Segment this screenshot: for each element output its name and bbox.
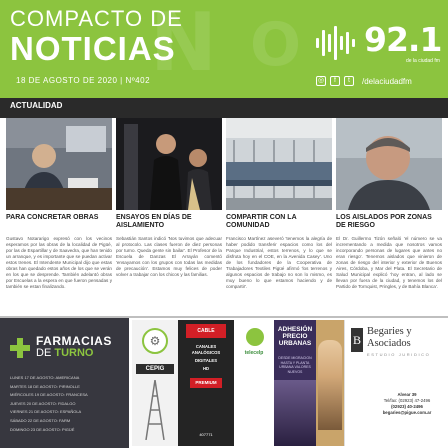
ad-portrait[interactable] xyxy=(316,320,344,446)
news-title: COMPARTIR CON LA COMUNIDAD xyxy=(226,214,297,229)
law-firm-phone-2: (02923) 40-2496 xyxy=(391,404,423,409)
news-photo xyxy=(6,118,112,210)
ad-telecelp[interactable] xyxy=(234,320,274,446)
social-handle[interactable]: /delaciudadfm xyxy=(362,76,412,86)
twitter-icon[interactable]: t xyxy=(344,76,354,86)
social-links xyxy=(316,76,412,86)
news-item[interactable] xyxy=(336,118,442,310)
news-body: Gustavo Notararigo expresó con los vecinos esperamos por las obras de la localidad de Pigüé, por las de Espartillar y de Saavedra, que han tenido un arranque, y es importante que se puedan activar estos trenes. El Intendente Municipal dijo que estas obras han quedado estos años de los que se verán en los que se desprende. También adelantó obras por Escuelas a la espera en que fueron pensadas y también se estan finalizando. xyxy=(6,236,112,289)
pharmacy-subtitle xyxy=(36,347,93,359)
masthead xyxy=(0,0,448,98)
edition-dateline: 18 DE AGOSTO DE 2020 | Nº402 xyxy=(16,76,151,85)
news-body: El Dr. Guillermo Tizón señaló 'el número se va incrementando a medida que nosotros vamos incorporando personas de lugares que antes no eran riesgo'. Tenemos aislados que vinieron de zonas de riesgo del interior y exterior de Buenos Aires, Córdoba, y Mar del Plata. El Secretario de Salud Municipal explicó 'hoy entran, al lado se llevan por fuera de la ciudad, y tenemos los del Partido de Tornquist, Pringles, y de Bahía Blanca'. xyxy=(336,236,442,289)
decorative-letters: N xyxy=(150,0,217,89)
news-title: ENSAYOS EN DÍAS DE AISLAMIENTO xyxy=(116,214,192,229)
law-firm-name: Begaries y xyxy=(367,326,412,337)
urbanas-headline: ADHESIÓN PRECIO URBANAS xyxy=(277,326,313,347)
cable-line: CANALES xyxy=(195,344,217,349)
cooperative-brand: CEPIG xyxy=(136,364,174,374)
pharmacy-row: LUNES 17 DE AGOSTO: AMERICANA xyxy=(10,375,80,380)
pharmacy-row: VIERNES 21 DE AGOSTO: ESPAÑOLA xyxy=(10,409,82,415)
law-firm-email[interactable]: begaries@pigue.com.ar xyxy=(382,410,432,415)
telecelp-logo-icon xyxy=(246,328,264,346)
pharmacy-row: SÁBADO 22 DE AGOSTO: FARM xyxy=(10,417,71,423)
pharmacy-cross-icon xyxy=(10,338,30,358)
pharmacy-row: JUEVES 20 DE AGOSTO: FIDALGO xyxy=(10,400,76,406)
section-label: ACTUALIDAD xyxy=(10,101,63,110)
law-firm-phone: Tel/fax: (02923) 47-2496 xyxy=(383,398,431,403)
cable-line: ANALÓGICOS xyxy=(191,350,221,355)
news-body: Francisco Martínez aseveró 'tenemos la alegría de haber podido transferir espacios como los del Parque Industrial, estos terrenos, y lo que se disfruta hoy en el COE, en la Avenida Casey'. Uno de los fundadores de la Cooperativa de Trabajadores Textiles Pigüé afirmó 'los terrenos y algunos espacios de trabajo no son lo mismo, es muy bueno lo que estamos haciendo y de compartir'. xyxy=(226,236,332,289)
radio-frequency: 92.1 xyxy=(364,20,442,59)
pharmacy-row: MARTES 18 DE AGOSTO: PIRINOLLE xyxy=(10,383,80,389)
pharmacy-row: DOMINGO 23 DE AGOSTO: PIGÜÉ xyxy=(10,426,75,432)
news-item[interactable] xyxy=(116,118,222,310)
antenna-tower-icon xyxy=(142,380,168,440)
radio-logo[interactable] xyxy=(314,20,444,66)
urbanas-small: DESDE MIGRACION HASTA Y PLANTA URBANA VALORES NUEVOS xyxy=(278,356,312,374)
instagram-icon[interactable]: ◎ xyxy=(317,77,325,84)
law-firm-name-2: Asociados xyxy=(367,338,411,349)
telecelp-name: telecelp xyxy=(244,350,264,356)
law-firm-contact xyxy=(369,392,445,416)
urbanas-image xyxy=(274,380,316,446)
cable-brand: CABLE xyxy=(186,324,226,338)
radio-subtitle: de la ciudad fm xyxy=(406,58,440,64)
cable-badge: PREMIUM xyxy=(190,378,222,388)
decorative-letters: O xyxy=(250,10,302,80)
pharmacy-subtitle-highlight: TURNO xyxy=(54,347,94,359)
pharmacy-schedule xyxy=(0,318,129,448)
news-photo xyxy=(336,118,442,210)
masthead-title: NOTICIAS xyxy=(10,30,176,67)
cable-phone: 407771 xyxy=(199,432,213,437)
news-photo xyxy=(226,118,332,210)
ad-person-image xyxy=(318,340,342,430)
sponsor-strip xyxy=(132,320,446,446)
facebook-icon[interactable]: f xyxy=(330,76,340,86)
ad-cooperative[interactable] xyxy=(132,320,178,446)
section-band xyxy=(0,98,448,112)
news-title: PARA CONCRETAR OBRAS xyxy=(6,214,99,221)
news-body: Sebastián Santos indicó 'Nos tuvimos que adecuar al protocolo. Las clases fueron de diez personas por turno. Queda gente sin bailar'. El Profesor de la Escuela de Danzas El Arrayán comentó 'ensayamos con los grupos con todas las medidas de precaución'. Estamos muy felices de poder volver a trabajar con los chicos y las familias. xyxy=(116,236,222,277)
pharmacy-title: FARMACIAS xyxy=(36,334,112,348)
pharmacy-list xyxy=(10,374,122,434)
pharmacy-subtitle-prefix: DE xyxy=(36,347,52,359)
law-firm-logo-icon: B xyxy=(351,328,363,352)
pharmacy-row: MIÉRCOLES 19 DE AGOSTO: FRANCESA xyxy=(10,392,88,398)
news-title: LOS AISLADOS POR ZONAS DE RIESGO xyxy=(336,214,432,229)
ad-cable[interactable] xyxy=(178,320,234,446)
ad-law-firm[interactable] xyxy=(344,320,446,446)
ad-urbanas[interactable] xyxy=(274,320,316,446)
news-photo xyxy=(116,118,222,210)
news-item[interactable] xyxy=(6,118,112,310)
cable-line: HD xyxy=(202,366,210,371)
news-item[interactable] xyxy=(226,118,332,310)
sound-wave-icon xyxy=(314,26,364,60)
cooperative-logo-icon: ⚙ xyxy=(142,328,168,354)
cable-line: DIGITALES xyxy=(194,358,218,363)
law-firm-address: Alvear 39 xyxy=(397,392,417,397)
masthead-kicker: COMPACTO DE xyxy=(10,6,183,31)
law-firm-tagline: ESTUDIO JURIDICO xyxy=(367,352,431,357)
